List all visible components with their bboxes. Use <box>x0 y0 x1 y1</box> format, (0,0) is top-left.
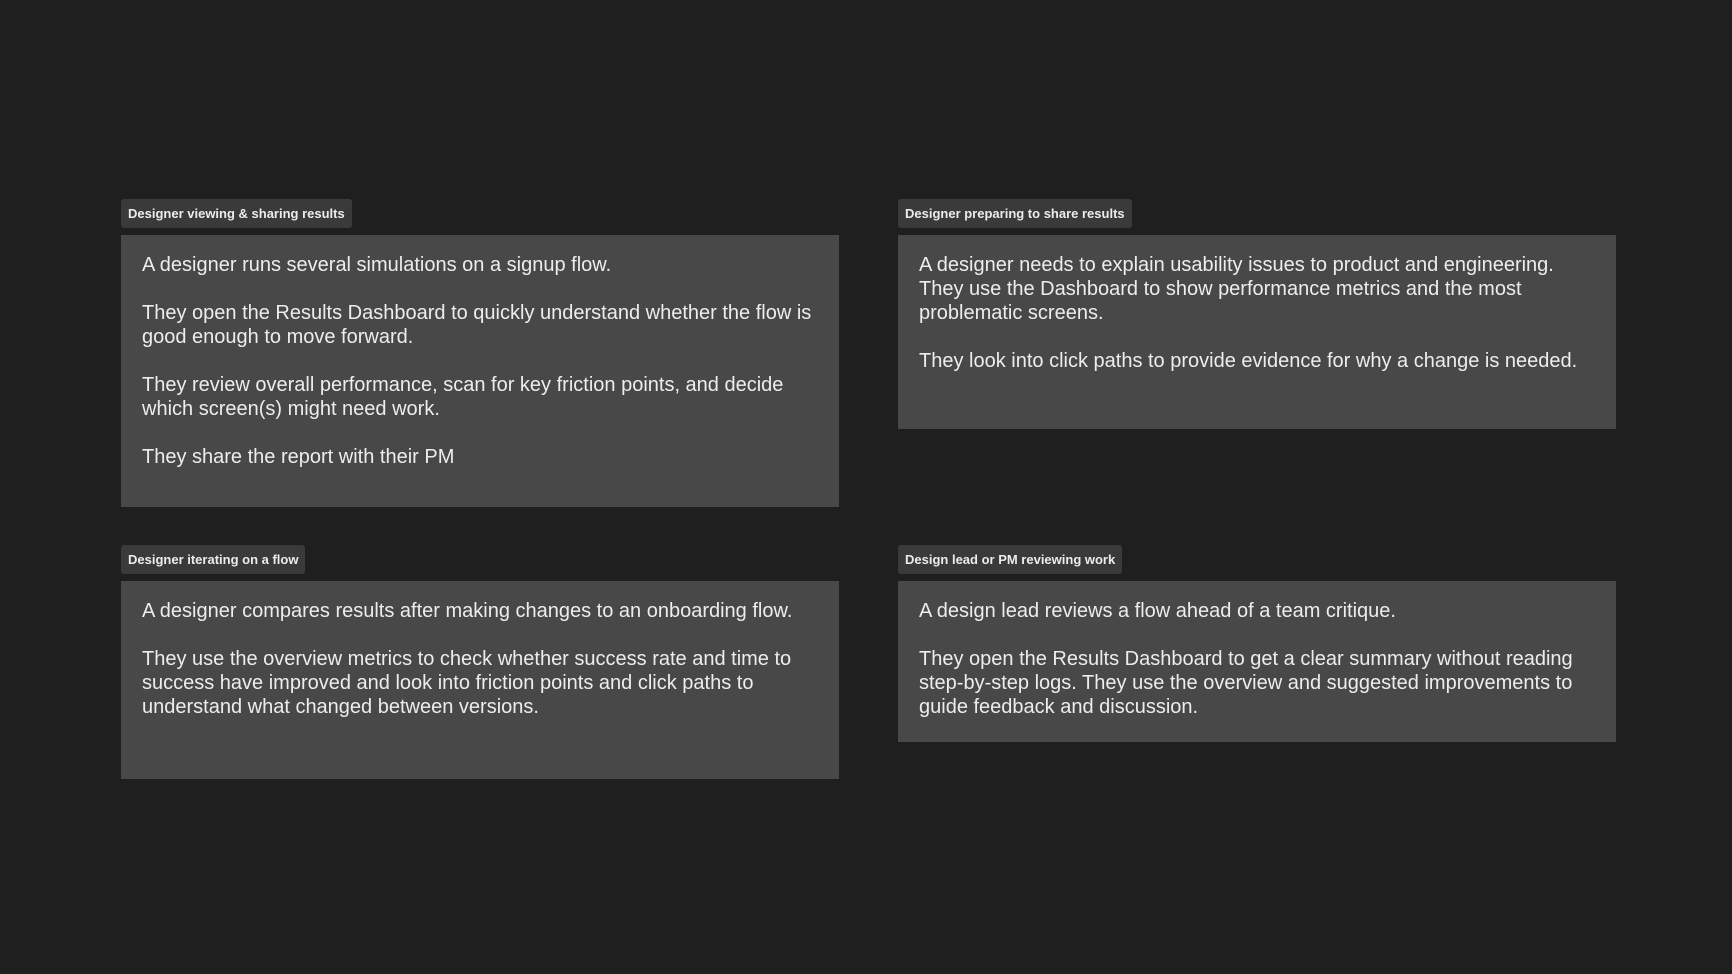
scenario-paragraph: A designer runs several simulations on a signup flow. <box>142 254 612 276</box>
scenario-tag: Designer iterating on a flow <box>121 545 305 574</box>
scenario-paragraph: A designer needs to explain usability issues to product and engineering. They use the Dashboard to show performance metrics and the most problematic screens. <box>919 254 1554 324</box>
scenario-card <box>898 235 1616 429</box>
scenario-paragraph: They use the overview metrics to check whether success rate and time to success have improved and look into friction points and click paths to understand what changed between versions. <box>142 648 792 718</box>
scenario-tag: Design lead or PM reviewing work <box>898 545 1122 574</box>
scenario-card <box>121 581 839 779</box>
scenario-tag: Designer viewing & sharing results <box>121 199 352 228</box>
scenario-paragraph: A designer compares results after making changes to an onboarding flow. <box>142 600 793 622</box>
scenario-paragraph: They share the report with their PM <box>142 446 455 468</box>
scenario-card <box>898 581 1616 742</box>
scenario-paragraph: They look into click paths to provide evidence for why a change is needed. <box>919 350 1578 372</box>
scenario-paragraph: A design lead reviews a flow ahead of a team critique. <box>919 600 1396 622</box>
scenario-tag: Designer preparing to share results <box>898 199 1132 228</box>
scenario-paragraph: They open the Results Dashboard to get a clear summary without reading step-by-step logs. They use the overview and suggested improvements to guide feedback and discussion. <box>919 648 1573 718</box>
scenario-paragraph: They review overall performance, scan for key friction points, and decide which screen(s) might need work. <box>142 374 784 420</box>
scenario-paragraph: They open the Results Dashboard to quickly understand whether the flow is good enough to move forward. <box>142 302 812 348</box>
scenario-card <box>121 235 839 507</box>
